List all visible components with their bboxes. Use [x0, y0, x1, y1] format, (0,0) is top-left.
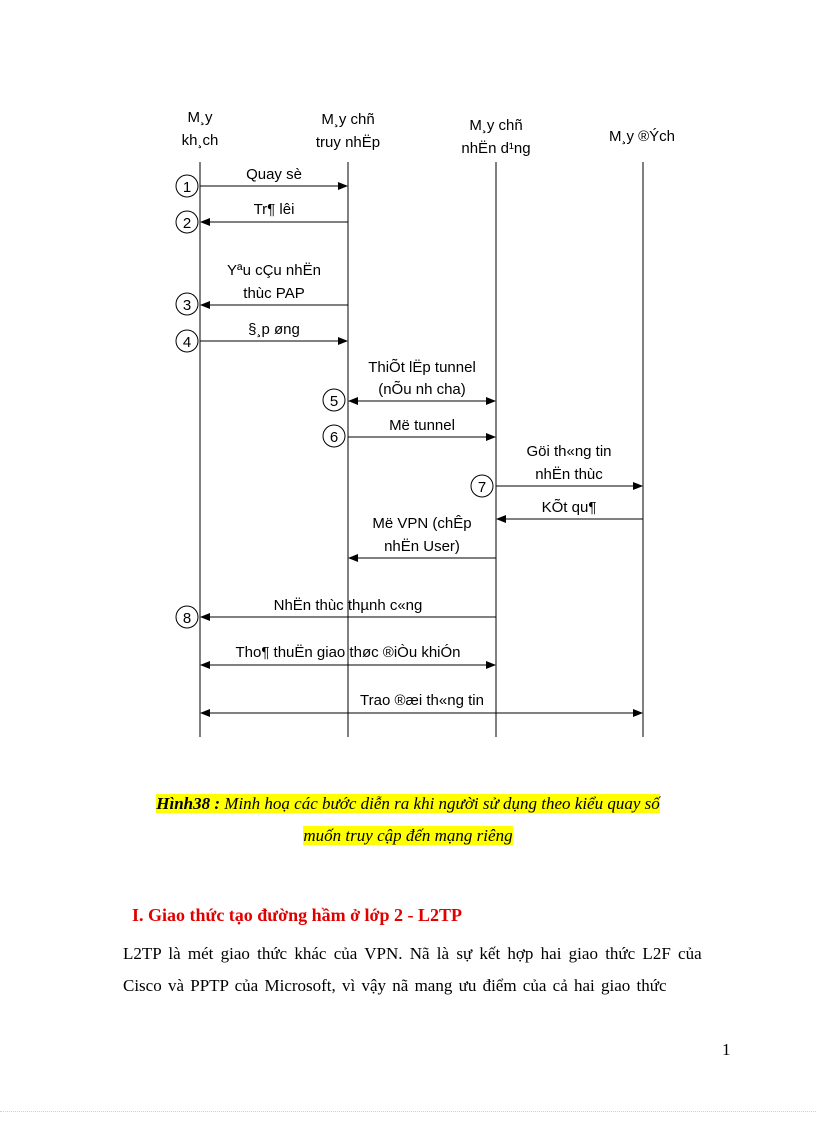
message-3-label-1: Yªu cÇu nhËn — [227, 262, 321, 279]
message-7-label-2: nhËn thùc — [535, 466, 603, 483]
actor-access-server-label-2: truy nhËp — [315, 134, 381, 151]
message-5-label-1: ThiÕt lËp tunnel — [368, 359, 476, 376]
step-2-number: 2 — [182, 215, 192, 232]
message-5-label-2: (nÕu nh cha) — [378, 381, 466, 398]
step-6-number: 6 — [329, 429, 339, 446]
message-8-label: NhËn thùc thµnh c«ng — [273, 597, 423, 614]
page-footer-divider — [0, 1111, 816, 1112]
step-4-number: 4 — [182, 334, 192, 351]
message-2-label: Tr¶ lêi — [253, 201, 295, 218]
actor-client-label-1: M¸y — [187, 109, 213, 126]
section-heading: I. Giao thức tạo đường hầm ở lớp 2 - L2TP — [132, 905, 463, 925]
figure-label: Hình38 : — [156, 794, 221, 813]
message-exchange-label: Trao ®æi th«ng tin — [360, 692, 484, 709]
actor-auth-server-label-1: M¸y chñ — [469, 117, 523, 134]
page-number: 1 — [722, 1040, 731, 1059]
step-1-number: 1 — [182, 179, 192, 196]
actor-auth-server-label-2: nhËn d¹ng — [461, 140, 531, 157]
message-open-vpn-label-2: nhËn User) — [384, 538, 460, 555]
figure-caption-text-1: Minh hoạ các bước diễn ra khi người sử dụng theo kiểu quay số — [220, 794, 660, 813]
step-5-number: 5 — [329, 393, 339, 410]
message-3-label-2: thùc PAP — [243, 285, 305, 302]
step-7-number: 7 — [477, 479, 487, 496]
body-text-line-2: Cisco và PPTP của Microsoft, vì vậy nã mang ưu điểm của cả hai giao thức — [123, 976, 667, 995]
figure-caption-line-2 — [0, 826, 816, 846]
figure-caption-text-2: muốn truy cập đến mạng riêng — [303, 826, 513, 845]
figure-caption-line-1 — [0, 794, 816, 814]
message-4-label: §¸p øng — [248, 321, 300, 338]
body-text-line-1: L2TP là mét giao thức khác của VPN. Nã là sự kết hợp hai giao thức L2F của — [123, 944, 702, 963]
message-negotiation-label: Tho¶ thuËn giao thøc ®iÒu khiÓn — [235, 644, 461, 661]
actor-access-server-label-1: M¸y chñ — [321, 111, 375, 128]
message-result-label: KÕt qu¶ — [541, 499, 597, 516]
message-open-vpn-label-1: Më VPN (chÊp — [372, 515, 472, 532]
message-1-label: Quay sè — [246, 166, 302, 183]
step-8-number: 8 — [182, 610, 192, 627]
message-7-label-1: Göi th«ng tin — [526, 443, 612, 460]
actor-client-label-2: kh¸ch — [181, 132, 219, 149]
actor-target-label: M¸y ®Ých — [608, 128, 676, 145]
message-6-label: Më tunnel — [389, 417, 455, 434]
step-3-number: 3 — [182, 297, 192, 314]
